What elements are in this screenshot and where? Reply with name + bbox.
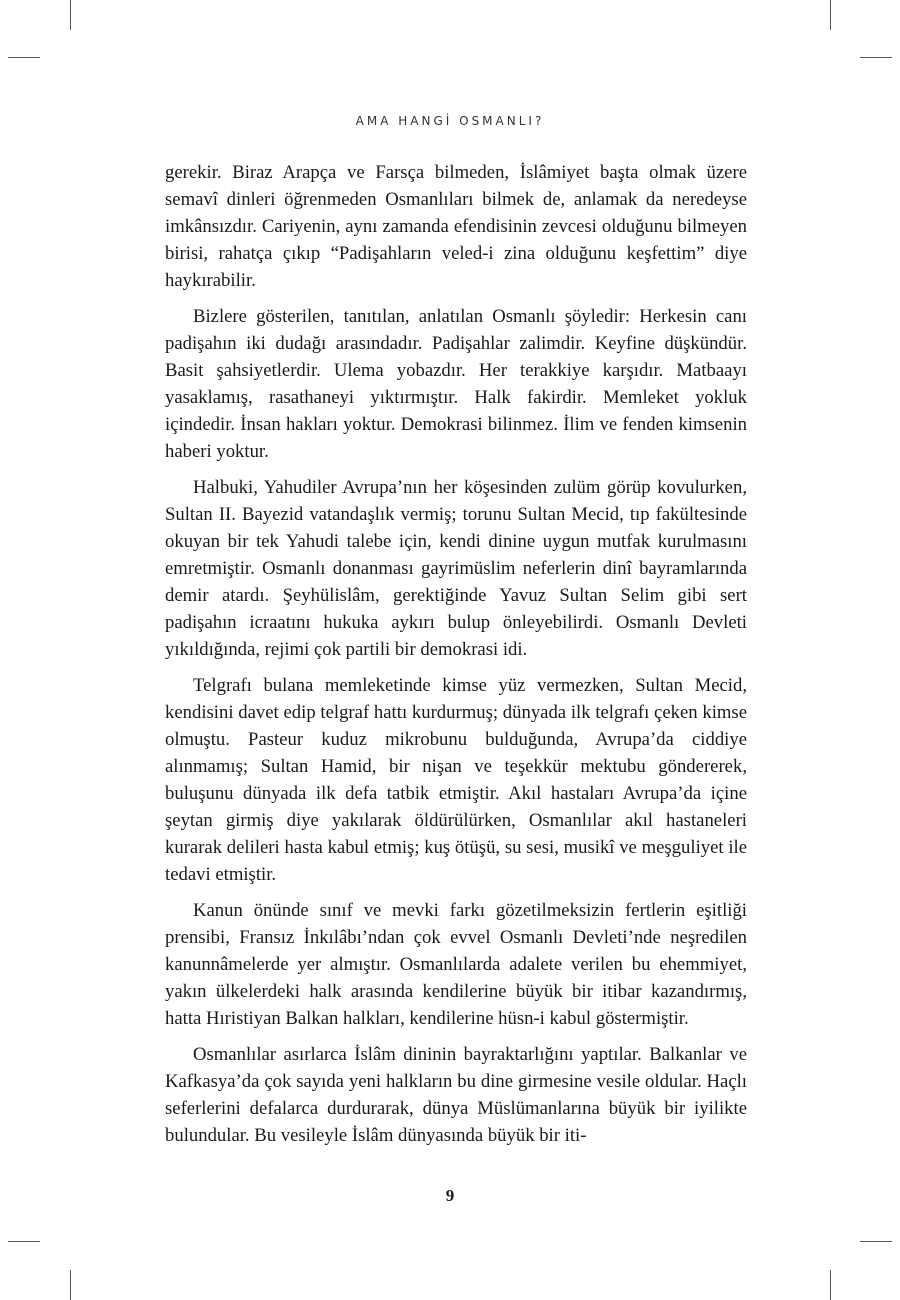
- paragraph: Kanun önünde sınıf ve mevki farkı gözetilmeksizin fertlerin eşitliği prensibi, Fransız İnkılâbı’ndan çok evvel Osmanlı Devleti’nde neşredilen kanunnâmelerde yer almıştır. Osmanlılarda adalete verilen bu ehemmiyet, yakın ülkelerdeki halk arasında kendilerine büyük bir itibar kazandırmış, hatta Hıristiyan Balkan halkları, kendilerine hüsn-i kabul göstermiştir.: [165, 900, 747, 1029]
- crop-mark-left-top: [8, 57, 40, 58]
- crop-mark-top-right: [830, 0, 831, 30]
- paragraph: Bizlere gösterilen, tanıtılan, anlatılan Osmanlı şöyledir: Herkesin canı padişahın iki dudağı arasındadır. Padişahlar zalimdir. Keyfine düşkündür. Basit şahsiyetlerdir. Ulema yobazdır. Her terakkiye karşıdır. Matbaayı yasaklamış, rasathaneyi yıktırmıştır. Halk fakirdir. Memleket yokluk içindedir. İnsan hakları yoktur. Demokrasi bilinmez. İlim ve fenden kimsenin haberi yoktur.: [165, 306, 747, 462]
- body-text: [165, 159, 747, 1158]
- crop-mark-right-bottom: [860, 1241, 892, 1242]
- page-number: 9: [445, 1186, 455, 1205]
- running-head: AMA HANGİ OSMANLI?: [355, 114, 545, 128]
- paragraph: Telgrafı bulana memleketinde kimse yüz vermezken, Sultan Mecid, kendisini davet edip telgraf hattı kurdurmuş; dünyada ilk telgrafı çeken kimse olmuştu. Pasteur kuduz mikrobunu bulduğunda, Avrupa’da ciddiye alınmamış; Sultan Hamid, bir nişan ve teşekkür mektubu göndererek, buluşunu dünyada ilk defa tatbik etmiştir. Akıl hastaları Avrupa’da içine şeytan girmiş diye yakılarak öldürülürken, Osmanlılar akıl hastaneleri kurarak delileri hasta kabul etmiş; kuş ötüşü, su sesi, musikî ve meşguliyet ile tedavi etmiştir.: [165, 675, 747, 885]
- crop-mark-bottom-left: [70, 1270, 71, 1300]
- paragraph: Osmanlılar asırlarca İslâm dininin bayraktarlığını yaptılar. Balkanlar ve Kafkasya’da çok sayıda yeni halkların bu dine girmesine vesile oldular. Haçlı seferlerini defalarca durdurarak, dünya Müslümanlarına büyük bir iyilikte bulundular. Bu vesileyle İslâm dünyasında büyük bir iti-: [165, 1044, 747, 1146]
- crop-mark-right-top: [860, 57, 892, 58]
- paragraph: Halbuki, Yahudiler Avrupa’nın her köşesinden zulüm görüp kovulurken, Sultan II. Bayezid vatandaşlık vermiş; torunu Sultan Mecid, tıp fakültesinde okuyan bir tek Yahudi talebe için, kendi dinine uygun mutfak kurulmasını emretmiştir. Osmanlı donanması gayrimüslim neferlerin dinî bayramlarında demir atardı. Şeyhülislâm, gerektiğinde Yavuz Sultan Selim gibi sert padişahın icraatını hukuka aykırı bulup önleyebilirdi. Osmanlı Devleti yıkıldığında, rejimi çok partili bir demokrasi idi.: [165, 477, 747, 660]
- crop-mark-top-left: [70, 0, 71, 30]
- crop-mark-left-bottom: [8, 1241, 40, 1242]
- crop-mark-bottom-right: [830, 1270, 831, 1300]
- paragraph-continued: gerekir. Biraz Arapça ve Farsça bilmeden, İslâmiyet başta olmak üzere semavî dinleri öğrenmeden Osmanlıları bilmek de, anlamak da neredeyse imkânsızdır. Cariyenin, aynı zamanda efendisinin zevcesi olduğunu bilmeyen birisi, rahatça çıkıp “Padişahların veled-i zina olduğunu keşfettim” diye haykırabilir.: [165, 162, 747, 291]
